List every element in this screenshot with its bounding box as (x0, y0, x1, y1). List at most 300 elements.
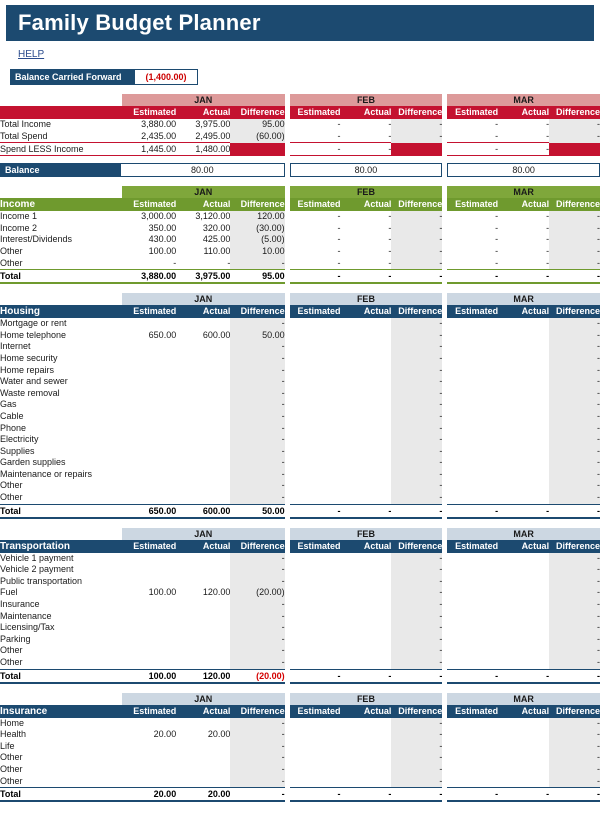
cell-actual[interactable] (176, 411, 230, 423)
table-row[interactable] (290, 752, 443, 764)
table-row[interactable] (0, 341, 285, 353)
cell-estimated[interactable] (290, 318, 341, 330)
cell-actual[interactable]: 3,975.00 (195, 119, 231, 129)
cell-estimated[interactable] (447, 330, 498, 342)
cell-estimated[interactable]: 430.00 (148, 234, 177, 245)
table-row[interactable] (0, 611, 285, 623)
cell-actual[interactable] (498, 388, 549, 400)
cell-estimated[interactable] (290, 480, 341, 492)
cell-estimated[interactable] (447, 399, 498, 411)
cell-estimated[interactable] (122, 752, 176, 764)
cell-actual[interactable] (498, 634, 549, 646)
table-row[interactable] (290, 564, 443, 576)
cell-estimated[interactable] (447, 752, 498, 764)
cell-estimated[interactable] (447, 318, 498, 330)
table-row[interactable] (290, 729, 443, 741)
cell-actual[interactable] (340, 729, 391, 741)
cell-actual[interactable] (176, 553, 230, 565)
cell-actual[interactable]: - (546, 222, 550, 233)
table-row[interactable] (0, 457, 285, 469)
table-row[interactable] (447, 564, 600, 576)
cell-actual[interactable] (498, 423, 549, 435)
cell-actual[interactable] (340, 599, 391, 611)
cell-estimated[interactable] (122, 634, 176, 646)
cell-estimated[interactable]: 3,880.00 (141, 119, 177, 129)
cell-estimated[interactable] (290, 330, 341, 342)
table-row[interactable] (290, 480, 443, 492)
table-row[interactable] (0, 764, 285, 776)
cell-estimated[interactable]: - (337, 245, 341, 256)
cell-estimated[interactable]: 100.00 (148, 587, 177, 598)
cell-actual[interactable] (498, 564, 549, 576)
cell-estimated[interactable]: - (173, 257, 177, 268)
cell-actual[interactable] (498, 611, 549, 623)
cell-estimated[interactable]: 2,435.00 (141, 130, 177, 141)
table-row[interactable] (0, 246, 285, 258)
cell-estimated[interactable] (447, 741, 498, 753)
cell-actual[interactable] (340, 645, 391, 657)
table-row[interactable] (290, 587, 443, 599)
table-row[interactable] (0, 411, 285, 423)
cell-estimated[interactable] (290, 446, 341, 458)
cell-estimated[interactable] (447, 634, 498, 646)
cell-actual[interactable]: 320.00 (202, 222, 231, 233)
cell-actual[interactable] (498, 411, 549, 423)
cell-actual[interactable] (176, 423, 230, 435)
cell-actual[interactable] (176, 469, 230, 481)
cell-estimated[interactable] (122, 376, 176, 388)
cell-actual[interactable] (498, 365, 549, 377)
cell-estimated[interactable] (290, 434, 341, 446)
table-row[interactable] (290, 376, 443, 388)
cell-actual[interactable] (176, 622, 230, 634)
table-row[interactable] (0, 469, 285, 481)
cell-actual[interactable] (498, 576, 549, 588)
cell-estimated[interactable] (290, 341, 341, 353)
table-row[interactable] (447, 576, 600, 588)
table-row[interactable] (290, 599, 443, 611)
cell-actual[interactable] (340, 611, 391, 623)
cell-estimated[interactable] (447, 388, 498, 400)
cell-estimated[interactable] (447, 457, 498, 469)
cell-estimated[interactable] (290, 752, 341, 764)
table-row[interactable] (0, 645, 285, 657)
cell-estimated[interactable] (122, 446, 176, 458)
cell-estimated[interactable] (290, 599, 341, 611)
table-row[interactable] (290, 365, 443, 377)
table-row[interactable] (290, 234, 443, 246)
cell-actual[interactable] (340, 776, 391, 788)
cell-estimated[interactable] (447, 587, 498, 599)
cell-actual[interactable] (340, 341, 391, 353)
cell-actual[interactable] (498, 376, 549, 388)
cell-actual[interactable] (176, 457, 230, 469)
table-row[interactable] (0, 131, 285, 143)
cell-actual[interactable] (498, 752, 549, 764)
cell-estimated[interactable] (290, 411, 341, 423)
table-row[interactable] (447, 764, 600, 776)
cell-estimated[interactable] (447, 764, 498, 776)
cell-estimated[interactable]: - (495, 245, 499, 256)
table-row[interactable] (0, 729, 285, 741)
table-row[interactable] (447, 258, 600, 270)
cell-actual[interactable] (340, 553, 391, 565)
cell-estimated[interactable] (290, 388, 341, 400)
cell-estimated[interactable]: 3,000.00 (141, 211, 177, 222)
table-row[interactable] (447, 776, 600, 788)
cell-estimated[interactable] (290, 645, 341, 657)
table-row[interactable] (290, 131, 443, 143)
table-row[interactable] (0, 388, 285, 400)
table-row[interactable] (290, 119, 443, 131)
table-row[interactable] (447, 353, 600, 365)
cell-estimated[interactable] (122, 657, 176, 669)
cell-actual[interactable] (498, 776, 549, 788)
table-row[interactable] (0, 587, 285, 599)
cell-estimated[interactable] (122, 492, 176, 504)
cell-estimated[interactable] (122, 611, 176, 623)
cell-actual[interactable] (340, 411, 391, 423)
cell-actual[interactable] (340, 587, 391, 599)
table-row[interactable] (290, 434, 443, 446)
cell-actual[interactable] (176, 365, 230, 377)
cell-estimated[interactable] (122, 599, 176, 611)
cell-actual[interactable] (498, 469, 549, 481)
table-row[interactable] (290, 399, 443, 411)
cell-estimated[interactable] (290, 457, 341, 469)
table-row[interactable] (447, 399, 600, 411)
table-row[interactable] (0, 480, 285, 492)
table-row[interactable] (0, 553, 285, 565)
cell-estimated[interactable]: - (337, 211, 341, 222)
cell-actual[interactable] (498, 446, 549, 458)
table-row[interactable] (447, 492, 600, 504)
table-row[interactable] (447, 246, 600, 258)
cell-estimated[interactable] (290, 718, 341, 730)
cell-estimated[interactable]: - (495, 130, 499, 141)
cell-actual[interactable] (340, 469, 391, 481)
cell-actual[interactable]: - (388, 234, 392, 245)
table-row[interactable] (0, 258, 285, 270)
cell-estimated[interactable] (290, 657, 341, 669)
cell-estimated[interactable] (447, 564, 498, 576)
cell-actual[interactable] (498, 553, 549, 565)
cell-actual[interactable] (340, 622, 391, 634)
cell-actual[interactable] (498, 587, 549, 599)
cell-estimated[interactable] (122, 469, 176, 481)
cell-estimated[interactable] (447, 599, 498, 611)
table-row[interactable] (0, 365, 285, 377)
cell-estimated[interactable] (290, 576, 341, 588)
cell-estimated[interactable] (290, 399, 341, 411)
table-row[interactable] (290, 611, 443, 623)
table-row[interactable] (447, 645, 600, 657)
cell-estimated[interactable] (290, 729, 341, 741)
cell-actual[interactable] (498, 599, 549, 611)
cell-actual[interactable]: - (388, 222, 392, 233)
cell-estimated[interactable] (447, 423, 498, 435)
cell-actual[interactable] (498, 353, 549, 365)
cell-estimated[interactable] (122, 564, 176, 576)
cell-actual[interactable] (176, 353, 230, 365)
cell-actual[interactable] (340, 423, 391, 435)
cell-estimated[interactable] (122, 353, 176, 365)
cell-actual[interactable] (498, 318, 549, 330)
table-row[interactable] (0, 318, 285, 330)
cell-estimated[interactable] (290, 776, 341, 788)
cell-estimated[interactable]: 650.00 (148, 329, 177, 340)
cell-actual[interactable]: 600.00 (202, 329, 231, 340)
table-row[interactable] (447, 365, 600, 377)
cell-actual[interactable] (498, 764, 549, 776)
cell-estimated[interactable] (290, 492, 341, 504)
cell-actual[interactable] (176, 611, 230, 623)
table-row[interactable] (447, 622, 600, 634)
cell-actual[interactable] (498, 741, 549, 753)
cell-actual[interactable] (340, 318, 391, 330)
table-row[interactable] (447, 234, 600, 246)
cell-actual[interactable] (340, 399, 391, 411)
cell-estimated[interactable] (290, 365, 341, 377)
cell-actual[interactable] (498, 457, 549, 469)
cell-actual[interactable] (176, 657, 230, 669)
cell-actual[interactable] (498, 341, 549, 353)
cell-actual[interactable] (176, 741, 230, 753)
cell-actual[interactable] (176, 434, 230, 446)
cell-estimated[interactable] (122, 423, 176, 435)
table-row[interactable] (290, 634, 443, 646)
table-row[interactable] (447, 587, 600, 599)
table-row[interactable] (447, 457, 600, 469)
cell-actual[interactable]: - (388, 245, 392, 256)
cell-estimated[interactable] (290, 553, 341, 565)
table-row[interactable] (290, 318, 443, 330)
cell-actual[interactable]: 425.00 (202, 234, 231, 245)
table-row[interactable] (0, 622, 285, 634)
table-row[interactable] (290, 718, 443, 730)
cell-actual[interactable] (176, 764, 230, 776)
cell-actual[interactable] (340, 752, 391, 764)
cell-estimated[interactable] (122, 480, 176, 492)
table-row[interactable] (447, 611, 600, 623)
cell-actual[interactable] (176, 645, 230, 657)
cell-actual[interactable]: 120.00 (202, 587, 231, 598)
cell-estimated[interactable] (290, 564, 341, 576)
cell-estimated[interactable] (290, 764, 341, 776)
table-row[interactable] (290, 330, 443, 342)
cell-actual[interactable] (498, 729, 549, 741)
table-row[interactable] (0, 423, 285, 435)
cell-actual[interactable] (340, 434, 391, 446)
cell-estimated[interactable] (290, 587, 341, 599)
cell-estimated[interactable] (447, 645, 498, 657)
cell-estimated[interactable] (122, 318, 176, 330)
cell-estimated[interactable] (447, 776, 498, 788)
cell-estimated[interactable] (447, 446, 498, 458)
table-row[interactable] (0, 752, 285, 764)
cell-actual[interactable] (498, 657, 549, 669)
cell-actual[interactable] (340, 376, 391, 388)
cell-actual[interactable]: - (546, 257, 550, 268)
cell-estimated[interactable] (447, 341, 498, 353)
table-row[interactable] (447, 119, 600, 131)
cell-estimated[interactable] (122, 411, 176, 423)
cell-actual[interactable]: - (388, 211, 392, 222)
cell-estimated[interactable] (447, 434, 498, 446)
cell-actual[interactable] (498, 330, 549, 342)
cell-actual[interactable] (340, 657, 391, 669)
cell-estimated[interactable] (447, 657, 498, 669)
table-row[interactable] (290, 457, 443, 469)
table-row[interactable] (290, 492, 443, 504)
cell-actual[interactable]: - (546, 211, 550, 222)
table-row[interactable] (290, 411, 443, 423)
cell-estimated[interactable] (122, 576, 176, 588)
table-row[interactable] (0, 718, 285, 730)
cell-estimated[interactable] (447, 718, 498, 730)
cell-estimated[interactable] (122, 553, 176, 565)
cell-estimated[interactable]: 100.00 (148, 245, 177, 256)
table-row[interactable] (0, 492, 285, 504)
table-row[interactable] (447, 376, 600, 388)
table-row[interactable] (0, 776, 285, 788)
cell-estimated[interactable] (447, 376, 498, 388)
table-row[interactable] (0, 576, 285, 588)
cell-estimated[interactable] (122, 399, 176, 411)
cell-actual[interactable] (176, 318, 230, 330)
cell-actual[interactable]: - (388, 130, 392, 141)
table-row[interactable] (0, 564, 285, 576)
table-row[interactable] (290, 645, 443, 657)
cell-actual[interactable]: 2,495.00 (195, 130, 231, 141)
cell-actual[interactable] (340, 492, 391, 504)
cell-estimated[interactable] (122, 388, 176, 400)
cell-actual[interactable] (340, 330, 391, 342)
table-row[interactable] (447, 599, 600, 611)
cell-actual[interactable] (498, 492, 549, 504)
cell-estimated[interactable] (290, 469, 341, 481)
cell-estimated[interactable]: - (495, 211, 499, 222)
table-row[interactable] (0, 741, 285, 753)
cell-actual[interactable] (176, 399, 230, 411)
cell-estimated[interactable] (447, 492, 498, 504)
cell-estimated[interactable]: - (495, 119, 499, 129)
table-row[interactable] (290, 622, 443, 634)
cell-estimated[interactable] (290, 634, 341, 646)
cell-actual[interactable] (176, 599, 230, 611)
table-row[interactable] (447, 553, 600, 565)
cell-actual[interactable] (340, 576, 391, 588)
table-row[interactable] (290, 776, 443, 788)
cell-actual[interactable] (340, 353, 391, 365)
cell-estimated[interactable] (447, 622, 498, 634)
cell-actual[interactable] (340, 718, 391, 730)
table-row[interactable] (0, 657, 285, 669)
table-row[interactable] (447, 634, 600, 646)
cell-estimated[interactable] (122, 776, 176, 788)
table-row[interactable] (447, 318, 600, 330)
table-row[interactable] (447, 469, 600, 481)
table-row[interactable] (0, 223, 285, 235)
cell-estimated[interactable] (290, 353, 341, 365)
cell-actual[interactable] (498, 645, 549, 657)
table-row[interactable] (290, 341, 443, 353)
table-row[interactable] (290, 423, 443, 435)
table-row[interactable] (447, 752, 600, 764)
cell-estimated[interactable] (290, 611, 341, 623)
cell-estimated[interactable] (122, 365, 176, 377)
table-row[interactable] (447, 423, 600, 435)
cell-actual[interactable] (176, 564, 230, 576)
cell-estimated[interactable] (290, 423, 341, 435)
cell-estimated[interactable] (447, 480, 498, 492)
cell-estimated[interactable] (290, 741, 341, 753)
cell-actual[interactable] (176, 718, 230, 730)
table-row[interactable] (447, 657, 600, 669)
cell-actual[interactable]: - (546, 130, 550, 141)
cell-estimated[interactable] (447, 553, 498, 565)
cell-estimated[interactable] (447, 576, 498, 588)
cell-actual[interactable]: 3,120.00 (195, 211, 231, 222)
table-row[interactable] (290, 353, 443, 365)
cell-estimated[interactable] (447, 469, 498, 481)
cell-actual[interactable] (498, 480, 549, 492)
table-row[interactable] (290, 576, 443, 588)
table-row[interactable] (447, 223, 600, 235)
cell-actual[interactable]: - (388, 119, 392, 129)
cell-estimated[interactable] (122, 457, 176, 469)
table-row[interactable] (290, 388, 443, 400)
cell-actual[interactable] (176, 341, 230, 353)
table-row[interactable] (0, 434, 285, 446)
cell-estimated[interactable] (122, 741, 176, 753)
cell-estimated[interactable] (122, 718, 176, 730)
cell-estimated[interactable]: - (337, 257, 341, 268)
table-row[interactable] (290, 553, 443, 565)
table-row[interactable] (0, 376, 285, 388)
cell-actual[interactable] (340, 365, 391, 377)
cell-actual[interactable]: - (227, 257, 231, 268)
table-row[interactable] (290, 764, 443, 776)
table-row[interactable] (0, 330, 285, 342)
cell-estimated[interactable] (447, 411, 498, 423)
cell-actual[interactable]: - (388, 257, 392, 268)
table-row[interactable] (290, 223, 443, 235)
table-row[interactable] (447, 446, 600, 458)
table-row[interactable] (447, 434, 600, 446)
table-row[interactable] (447, 341, 600, 353)
balance-carried-forward-value[interactable]: (1,400.00) (135, 70, 197, 84)
cell-actual[interactable] (176, 576, 230, 588)
cell-estimated[interactable] (122, 645, 176, 657)
cell-estimated[interactable] (447, 365, 498, 377)
cell-actual[interactable] (498, 434, 549, 446)
table-row[interactable] (290, 469, 443, 481)
cell-actual[interactable] (176, 480, 230, 492)
table-row[interactable] (447, 131, 600, 143)
cell-estimated[interactable] (447, 611, 498, 623)
table-row[interactable] (447, 411, 600, 423)
cell-estimated[interactable]: - (337, 222, 341, 233)
cell-estimated[interactable] (122, 622, 176, 634)
cell-estimated[interactable]: - (495, 222, 499, 233)
table-row[interactable] (290, 446, 443, 458)
cell-estimated[interactable] (447, 353, 498, 365)
cell-estimated[interactable]: - (495, 234, 499, 245)
table-row[interactable] (290, 741, 443, 753)
cell-actual[interactable] (498, 718, 549, 730)
table-row[interactable] (447, 388, 600, 400)
